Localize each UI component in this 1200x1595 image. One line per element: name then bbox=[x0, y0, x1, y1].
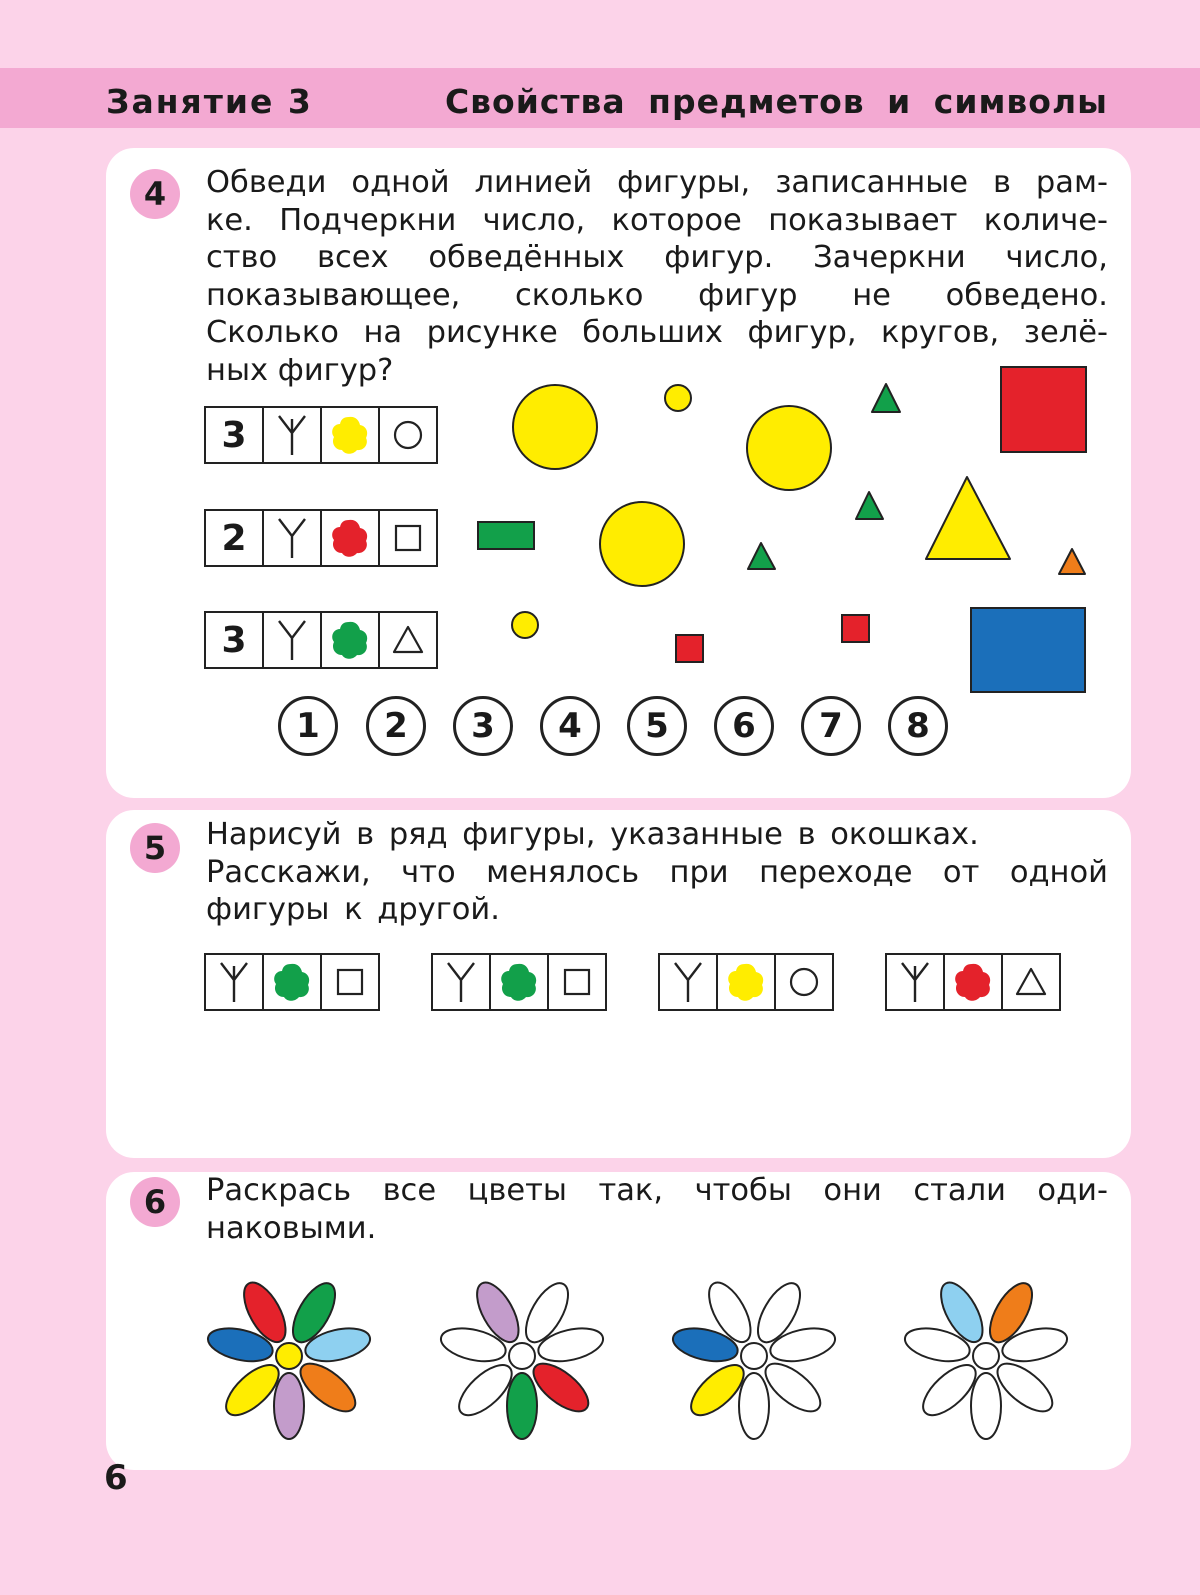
page-header bbox=[0, 68, 1200, 128]
triangle-icon bbox=[390, 622, 426, 658]
answer-circle-6[interactable]: 6 bbox=[714, 696, 774, 756]
triangle-icon bbox=[1013, 964, 1049, 1000]
answer-circle-5[interactable]: 5 bbox=[627, 696, 687, 756]
task-6-card bbox=[106, 1172, 1131, 1470]
frame-digit: 2 bbox=[221, 517, 247, 559]
task-4-line: показывающее, сколько фигур не обведено. bbox=[206, 277, 1108, 313]
shape-symbol-cell bbox=[549, 955, 605, 1009]
answer-circle-7[interactable]: 7 bbox=[801, 696, 861, 756]
task-5-number: 5 bbox=[130, 823, 180, 873]
blob-shape bbox=[332, 417, 367, 454]
frame-digit-cell bbox=[206, 408, 264, 462]
small-red-square[interactable] bbox=[676, 635, 703, 662]
figures-picture bbox=[466, 348, 1106, 703]
answer-circle-2[interactable]: 2 bbox=[366, 696, 426, 756]
shape-symbol-cell bbox=[380, 613, 436, 667]
answer-circle-8[interactable]: 8 bbox=[888, 696, 948, 756]
flower-petal[interactable] bbox=[971, 1373, 1001, 1439]
three-prong-icon bbox=[214, 960, 254, 1004]
three-prong-icon bbox=[895, 960, 935, 1004]
color-symbol-cell bbox=[945, 955, 1003, 1009]
blob-shape bbox=[332, 622, 367, 659]
color-symbol-cell bbox=[322, 511, 380, 565]
size-symbol-cell bbox=[433, 955, 491, 1009]
task-4-line: ных фигур? bbox=[206, 352, 394, 388]
lesson-title: Занятие 3 bbox=[106, 82, 313, 121]
symbol-frame bbox=[204, 509, 438, 567]
size-symbol-cell bbox=[660, 955, 718, 1009]
three-prong-icon bbox=[272, 413, 312, 457]
color-blob-icon bbox=[328, 618, 372, 662]
large-blue-rectangle[interactable] bbox=[971, 608, 1085, 692]
square-icon bbox=[390, 520, 426, 556]
square-icon bbox=[332, 964, 368, 1000]
two-prong-icon bbox=[668, 960, 708, 1004]
two-prong-icon bbox=[441, 960, 481, 1004]
answer-circle-4[interactable]: 4 bbox=[540, 696, 600, 756]
task-6-text bbox=[206, 1172, 1108, 1247]
small-yellow-circle[interactable] bbox=[512, 612, 538, 638]
task-4-line: ство всех обведённых фигур. Зачеркни число, bbox=[206, 240, 1108, 275]
color-symbol-cell bbox=[322, 408, 380, 462]
size-symbol-cell bbox=[887, 955, 945, 1009]
small-orange-triangle[interactable] bbox=[1059, 549, 1085, 574]
small-yellow-circle[interactable] bbox=[665, 385, 691, 411]
task-5-line: Нарисуй в ряд фигуры, указанные в окошках. bbox=[206, 817, 979, 852]
symbol-frame bbox=[204, 953, 380, 1011]
two-prong-icon bbox=[272, 516, 312, 560]
symbol-frame bbox=[431, 953, 607, 1011]
symbol-frame bbox=[658, 953, 834, 1011]
flower-center[interactable] bbox=[509, 1343, 535, 1369]
frame-digit: 3 bbox=[221, 414, 247, 456]
flower-petal[interactable] bbox=[739, 1373, 769, 1439]
blob-shape bbox=[332, 520, 367, 557]
task-6-line: наковыми. bbox=[206, 1210, 377, 1246]
task-4-number: 4 bbox=[130, 169, 180, 219]
square-icon bbox=[559, 964, 595, 1000]
task-4-line: Обведи одной линией фигуры, записанные в рам- bbox=[206, 165, 1108, 200]
shape-symbol-cell bbox=[1003, 955, 1059, 1009]
large-yellow-circle[interactable] bbox=[513, 385, 597, 469]
small-green-triangle[interactable] bbox=[748, 543, 775, 569]
color-blob-icon bbox=[724, 960, 768, 1004]
frame-digit: 3 bbox=[221, 619, 247, 661]
flowers-picture bbox=[106, 1242, 1131, 1470]
shape-symbol-cell bbox=[380, 511, 436, 565]
flower bbox=[205, 1276, 373, 1439]
shape-symbol-cell bbox=[380, 408, 436, 462]
flower-center[interactable] bbox=[973, 1343, 999, 1369]
blob-shape bbox=[955, 964, 990, 1001]
color-symbol-cell bbox=[264, 955, 322, 1009]
flower-petal[interactable] bbox=[274, 1373, 304, 1439]
task-4-line: Сколько на рисунке больших фигур, кругов, зелё- bbox=[206, 315, 1108, 350]
size-symbol-cell bbox=[206, 955, 264, 1009]
blob-shape bbox=[728, 964, 763, 1001]
flower bbox=[670, 1276, 838, 1439]
large-yellow-circle[interactable] bbox=[600, 502, 684, 586]
symbol-frame bbox=[885, 953, 1061, 1011]
size-symbol-cell bbox=[264, 613, 322, 667]
large-red-square[interactable] bbox=[1001, 367, 1086, 452]
symbol-frame bbox=[204, 406, 438, 464]
large-yellow-circle[interactable] bbox=[747, 406, 831, 490]
frame-digit-cell bbox=[206, 511, 264, 565]
color-symbol-cell bbox=[322, 613, 380, 667]
color-blob-icon bbox=[328, 413, 372, 457]
color-blob-icon bbox=[270, 960, 314, 1004]
size-symbol-cell bbox=[264, 511, 322, 565]
flower bbox=[902, 1276, 1070, 1439]
small-red-square[interactable] bbox=[842, 615, 869, 642]
task-4-line: ке. Подчеркни число, которое показывает количе- bbox=[206, 202, 1108, 238]
color-symbol-cell bbox=[491, 955, 549, 1009]
large-yellow-triangle[interactable] bbox=[926, 477, 1010, 559]
answer-numbers bbox=[278, 696, 978, 760]
small-green-triangle[interactable] bbox=[872, 384, 900, 412]
blob-shape bbox=[501, 964, 536, 1001]
topic-title: Свойства предметов и символы bbox=[444, 82, 1108, 121]
symbol-frame bbox=[204, 611, 438, 669]
small-green-triangle[interactable] bbox=[856, 492, 883, 519]
color-blob-icon bbox=[328, 516, 372, 560]
color-blob-icon bbox=[497, 960, 541, 1004]
two-prong-icon bbox=[272, 618, 312, 662]
task-5-line: Расскажи, что менялось при переходе от одной bbox=[206, 854, 1108, 890]
task-6-line: Раскрась все цветы так, чтобы они стали оди- bbox=[206, 1173, 1108, 1208]
flower bbox=[438, 1276, 606, 1439]
color-blob-icon bbox=[951, 960, 995, 1004]
task-6-number: 6 bbox=[130, 1177, 180, 1227]
task-5-card bbox=[106, 810, 1131, 1158]
task-4-card bbox=[106, 148, 1131, 798]
frame-digit-cell bbox=[206, 613, 264, 667]
answer-circle-3[interactable]: 3 bbox=[453, 696, 513, 756]
circle-icon bbox=[390, 417, 426, 453]
circle-icon bbox=[786, 964, 822, 1000]
task-5-line: фигуры к другой. bbox=[206, 892, 500, 927]
shape-symbol-cell bbox=[776, 955, 832, 1009]
page-number: 6 bbox=[104, 1458, 128, 1498]
task-5-text bbox=[206, 816, 1108, 929]
color-symbol-cell bbox=[718, 955, 776, 1009]
size-symbol-cell bbox=[264, 408, 322, 462]
blob-shape bbox=[274, 964, 309, 1001]
shape-symbol-cell bbox=[322, 955, 378, 1009]
flower-center[interactable] bbox=[276, 1343, 302, 1369]
green-rectangle[interactable] bbox=[478, 522, 534, 549]
flower-center[interactable] bbox=[741, 1343, 767, 1369]
answer-circle-1[interactable]: 1 bbox=[278, 696, 338, 756]
flower-petal[interactable] bbox=[507, 1373, 537, 1439]
